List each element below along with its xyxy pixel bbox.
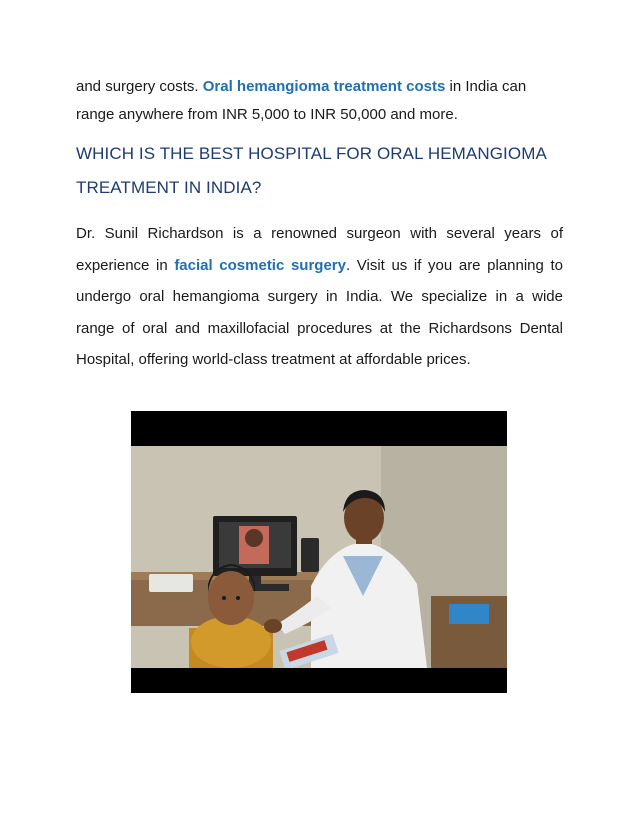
- cost-paragraph-text-after: in India can range anywhere from INR 5,000 to INR 50,000 and more.: [76, 78, 527, 123]
- hospital-paragraph: [76, 218, 563, 376]
- video-thumbnail[interactable]: [131, 411, 507, 693]
- cost-paragraph-text-before: and surgery costs.: [76, 78, 203, 95]
- cost-paragraph: [76, 73, 563, 129]
- hospital-paragraph-text-after: . Visit us if you are planning to undergo oral hemangioma surgery in India. We specialize in a wide range of oral and maxillofacial procedures at the Richardsons Dental Hospital, offering world-class treatment at affordable prices.: [76, 256, 563, 368]
- section-heading: WHICH IS THE BEST HOSPITAL FOR ORAL HEMANGIOMA TREATMENT IN INDIA?: [76, 144, 546, 197]
- facial-cosmetic-surgery-link[interactable]: facial cosmetic surgery: [174, 256, 346, 274]
- hospital-paragraph-text-before: Dr. Sunil Richardson is a renowned surgeon with several years of experience in: [76, 225, 563, 274]
- oral-hemangioma-cost-link[interactable]: Oral hemangioma treatment costs: [202, 78, 446, 95]
- clinic-scene-image: [131, 446, 507, 668]
